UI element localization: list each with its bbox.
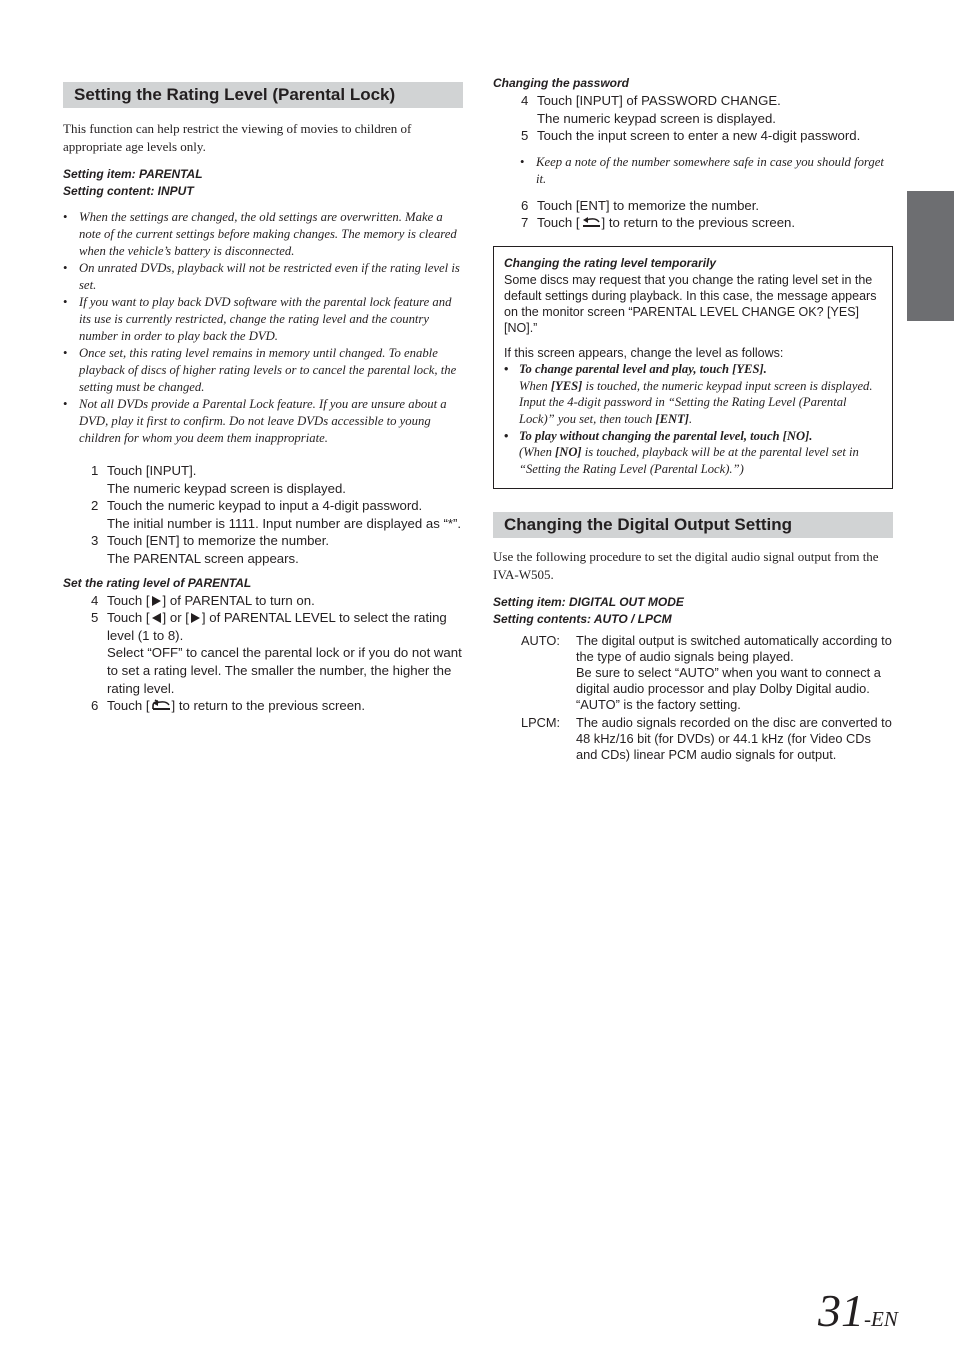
step-text: Touch (537, 197, 576, 213)
step-number: 1 (91, 463, 99, 478)
left-arrow-icon (152, 613, 161, 623)
ent-button-ref: [ENT] (575, 197, 610, 213)
temporary-rating-box (493, 246, 893, 489)
option-desc: The digital output is switched automatically according to the type of audio signals being played. (576, 632, 892, 664)
input-button-ref: [INPUT] (575, 93, 623, 108)
step-6 (63, 697, 463, 715)
note-text: Not all DVDs provide a Parental Lock feature. If you are unsure about a DVD, play it first to confirm. Do not leave DVDs accessible to young children for whom you deem them inappropriate. (79, 397, 447, 445)
step-number: 4 (521, 93, 529, 108)
note-text: Once set, this rating level remains in memory until changed. To enable playback of discs of higher rating levels or to cancel the parental lock, the setting must be changed. (79, 346, 457, 394)
note-text: If you want to play back DVD software with the parental lock feature and its use is currently restricted, change the rating level and the country number in order to play back the DVD. (79, 295, 452, 343)
setting-content-label: Setting content: INPUT (63, 184, 194, 198)
box-paragraph (504, 272, 882, 336)
option-term: LPCM: (521, 714, 561, 730)
box-bullets (504, 361, 882, 478)
step-number: 2 (91, 498, 99, 514)
step-text: Touch [ (107, 698, 150, 714)
note-text: Keep a note of the number somewhere safe in case you should forget it. (536, 154, 884, 186)
no-ref: [NO] (555, 445, 582, 460)
step-text: ] or [ (162, 610, 189, 626)
bullet: • (504, 428, 509, 443)
box-text: .” (529, 320, 538, 335)
subheading-changing-password: Changing the password (493, 76, 630, 90)
return-icon (150, 698, 172, 711)
bullet: • (63, 346, 68, 360)
page-number (818, 1286, 898, 1336)
step-text: Touch (537, 93, 576, 108)
chapter-tab (907, 191, 954, 321)
step-result: The numeric keypad screen is displayed. (107, 480, 346, 496)
page-number-value: 31 (818, 1285, 864, 1336)
step-7 (493, 214, 893, 232)
section-heading-digital-output: Changing the Digital Output Setting (493, 512, 893, 538)
password-steps (493, 92, 893, 145)
step-text: ] to return to the previous screen. (601, 215, 796, 231)
bullet-text: When (519, 378, 551, 393)
note-item (63, 345, 463, 396)
subheading-set-rating: Set the rating level of PARENTAL (63, 575, 252, 590)
box-title: Changing the rating level temporarily (504, 255, 717, 270)
step-text: Touch (107, 533, 146, 549)
step-number: 5 (521, 128, 529, 144)
bullet: • (63, 210, 68, 224)
step-number: 6 (91, 698, 99, 714)
note-item (63, 209, 463, 260)
step-text: Touch (107, 463, 146, 478)
section-heading-parental-lock: Setting the Rating Level (Parental Lock) (63, 82, 463, 108)
step-number: 6 (521, 197, 529, 213)
step-result: The initial number is 1111. Input number are displayed as “*”. (107, 515, 462, 531)
yes-no-ref: [YES] [NO] (504, 304, 860, 335)
box-paragraph-2: If this screen appears, change the level as follows: (504, 345, 784, 360)
step-result: The numeric keypad screen is displayed. (537, 110, 776, 126)
bullet-text: is touched, playback will be at the parental level set in “Setting the Rating Level (Parental Lock).”) (519, 445, 859, 477)
bullet: • (504, 361, 509, 376)
step-5 (493, 127, 893, 145)
option-desc: Be sure to select “AUTO” when you want to connect a digital audio processor and play Dolby Digital audio. (576, 664, 881, 696)
note-item (63, 396, 463, 447)
note-item (63, 260, 463, 294)
step-number: 7 (521, 215, 529, 231)
step-5 (63, 609, 463, 697)
step-6 (493, 197, 893, 215)
step-text: to memorize the number. (179, 533, 330, 549)
note-text: On unrated DVDs, playback will not be restricted even if the rating level is set. (79, 261, 460, 292)
password-steps-2 (493, 197, 893, 232)
step-number: 3 (91, 533, 99, 549)
input-button-ref: [INPUT] (145, 463, 193, 478)
yes-ref: [YES] (550, 378, 583, 393)
bullet: • (63, 397, 68, 411)
option-list (493, 633, 893, 763)
step-text: ] to return to the previous screen. (171, 698, 366, 714)
option-lpcm (493, 715, 893, 763)
right-column (493, 75, 893, 765)
step-4 (493, 92, 893, 127)
step-text: Touch the numeric keypad to input a 4-digit password. (107, 498, 423, 514)
step-result: Select “OFF” to cancel the parental lock or if you do not want to set a rating level. The smaller the number, the higher the rating level. (107, 645, 462, 696)
bullet-text: is touched, the numeric keypad input screen is displayed. Input the 4-digit password in “Setting the Rating Level (Parental Lock)” you set, then touch (519, 378, 873, 427)
steps-list-2 (63, 592, 463, 715)
notes-list (63, 209, 463, 447)
option-desc: “AUTO” is the factory setting. (576, 696, 741, 712)
right-arrow-icon (191, 613, 200, 623)
intro-paragraph: This function can help restrict the viewing of movies to children of appropriate age levels only. (63, 121, 412, 154)
option-term: AUTO: (521, 632, 560, 648)
setting-item-label-2: Setting item: DIGITAL OUT MODE (493, 594, 684, 609)
right-arrow-icon (152, 596, 161, 606)
step-text: of PASSWORD CHANGE. (622, 93, 781, 108)
step-text: ] of PARENTAL LEVEL to select the rating level (1 to 8). (107, 610, 447, 643)
step-3 (63, 532, 463, 567)
setting-item-label: Setting item: PARENTAL (63, 167, 203, 181)
bullet: • (63, 295, 68, 309)
step-4 (63, 592, 463, 610)
note-text: When the settings are changed, the old settings are overwritten. Make a note of the current settings before making changes. The memory is cleared when the vehicle’s battery is disconnected. (79, 210, 457, 258)
box-bullet-no (504, 428, 882, 478)
step-number: 5 (91, 610, 99, 626)
step-text: ] of PARENTAL to turn on. (162, 592, 315, 608)
step-number: 4 (91, 592, 99, 608)
bullet: • (520, 154, 525, 169)
step-1 (63, 462, 463, 497)
box-bullet-yes (504, 361, 882, 428)
option-auto (493, 633, 893, 713)
password-note (520, 154, 893, 188)
note-item (520, 154, 893, 188)
setting-contents-label-2: Setting contents: AUTO / LPCM (493, 611, 672, 626)
step-text: Touch [ (107, 610, 150, 626)
bullet-text: . (688, 412, 693, 427)
step-text: Touch [ (107, 592, 150, 608)
step-2 (63, 497, 463, 532)
step-text: . (192, 463, 197, 478)
left-column (63, 82, 463, 715)
note-item (63, 294, 463, 345)
option-desc: The audio signals recorded on the disc are converted to 48 kHz/16 bit (for DVDs) or 44.1 kHz (for Video CDs and CDs) linear PCM audio signals for output. (576, 714, 892, 762)
step-text: to memorize the number. (609, 197, 760, 213)
ent-ref: [ENT] (655, 412, 689, 427)
steps-list (63, 462, 463, 568)
bullet-heading: To change parental level and play, touch [YES]. (519, 361, 767, 376)
page-number-suffix: -EN (864, 1307, 898, 1331)
bullet-heading: To play without changing the parental level, touch [NO]. (519, 428, 813, 443)
return-icon (580, 215, 602, 228)
ent-button-ref: [ENT] (145, 533, 180, 549)
bullet-text: (When (519, 445, 556, 460)
intro-paragraph-2: Use the following procedure to set the digital audio signal output from the IVA-W505. (493, 548, 879, 582)
box-text: Some discs may request that you change the rating level set in the default settings during playback. In this case, the message appears on the monitor screen “PARENTAL LEVEL CHANGE OK? (504, 272, 877, 319)
bullet: • (63, 261, 68, 275)
step-text: Touch the input screen to enter a new 4-digit password. (537, 128, 861, 144)
step-result: The PARENTAL screen appears. (107, 550, 299, 566)
step-text: Touch [ (537, 215, 580, 231)
